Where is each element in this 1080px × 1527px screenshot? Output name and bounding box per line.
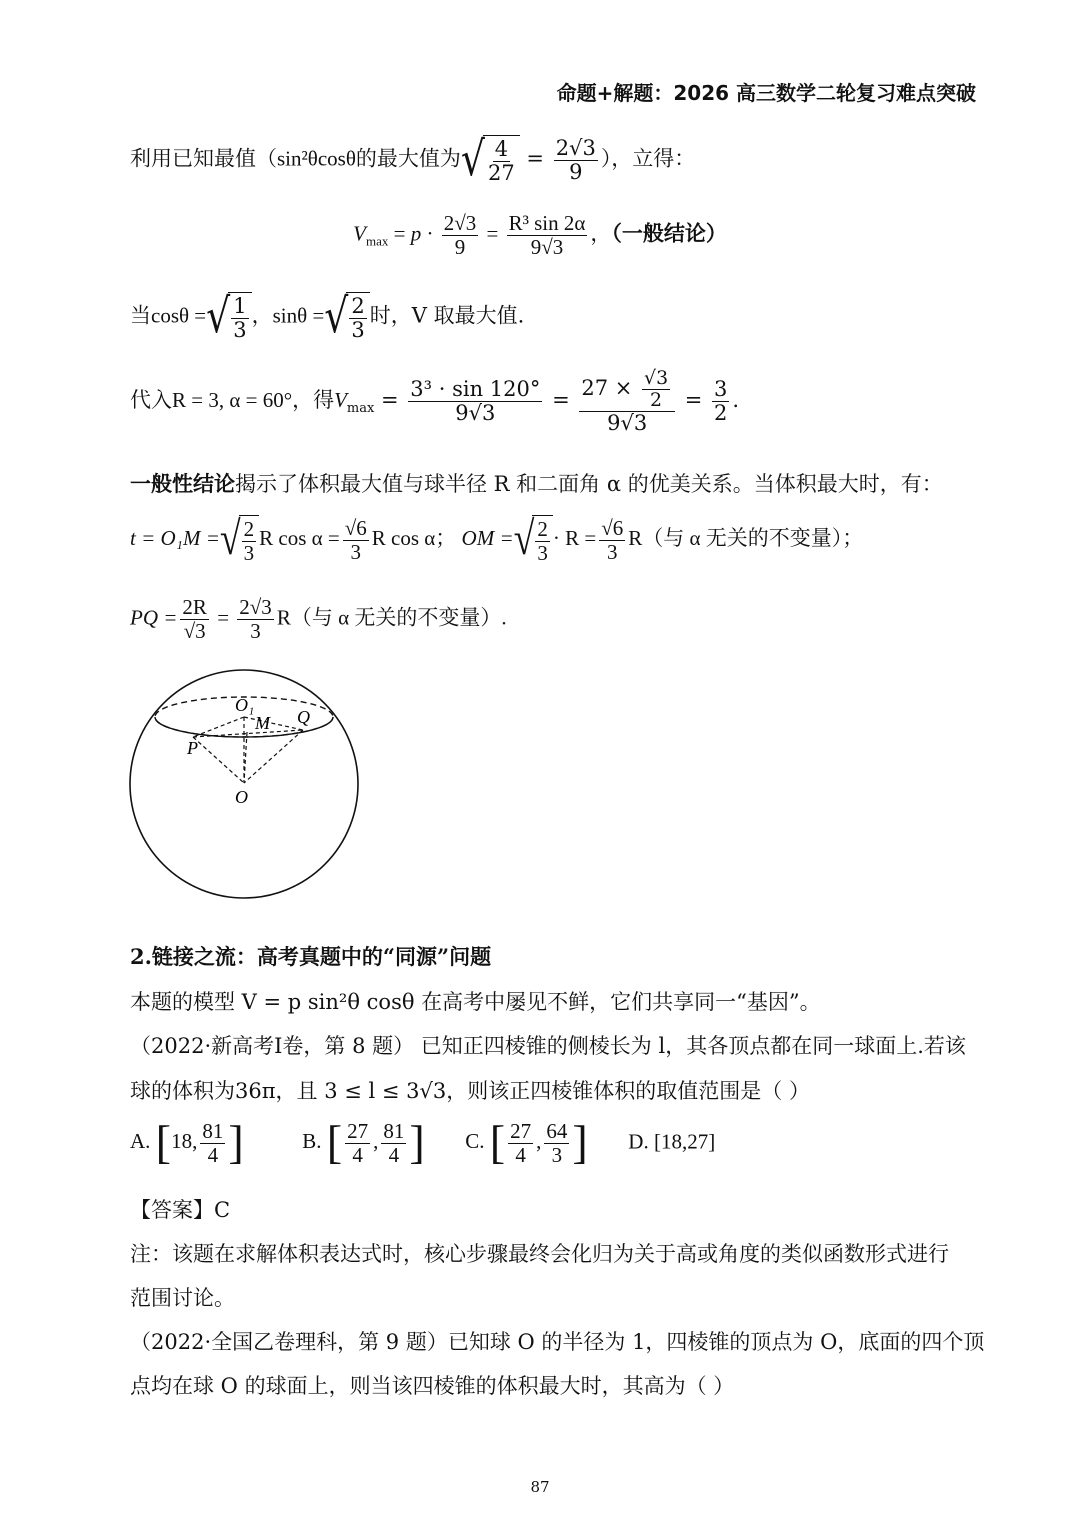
option-c: C. [ $\frac{27}{4}$ , $\frac{64}{3}$ ] (465, 1117, 588, 1169)
answer: 【答案】C (130, 1198, 231, 1222)
label-q: Q (297, 707, 310, 727)
label-p: P (187, 738, 198, 758)
para-substitute: 代入R = 3, α = 60°，得$V_{max}$ = $\frac{\text{3³ · sin 120°}}{9√3}$ = 27 × $\frac{√3}{2}$ 9√3 = $\frac{3}{2}$ . (130, 367, 740, 435)
page-header: 命题+解题：2026 高三数学二轮复习难点突破 (556, 81, 976, 105)
page-number: 87 (530, 1478, 550, 1496)
sphere-figure (125, 665, 365, 905)
label-o1: O₁ (235, 695, 255, 715)
note-line1: 注：该题在求解体积表达式时，核心步骤最终会化归为关于高或角度的类似函数形式进行 (130, 1242, 949, 1266)
general-conclusion-note: （一般结论） (611, 221, 727, 246)
question1-line1: （2022·新高考I卷，第 8 题） 已知正四棱锥的侧棱长为 l，其各顶点都在同一球面上.若该 (130, 1034, 966, 1058)
label-o: O (235, 787, 248, 807)
math-expr: sin²θcosθ (277, 146, 356, 171)
text: ），立得： (600, 146, 696, 171)
label-m: M (255, 713, 270, 733)
fraction: $\frac{2√3}{9}$ (555, 135, 596, 184)
question1-line2: 球的体积为36π，且 3 ≤ l ≤ 3√3，则该正四棱锥体积的取值范围是（ ） (130, 1079, 810, 1103)
text: 的最大值为 (355, 146, 461, 171)
question2-line1: （2022·全国乙卷理科，第 9 题）已知球 O 的半径为 1，四棱锥的顶点为 O，底面的四个顶 (130, 1330, 985, 1354)
option-d: D. [18,27] (628, 1129, 716, 1154)
formula-vmax: $V_{max} = p$ · $\frac{2√3}{9}$ = $\frac{\text{R³ sin 2α}}{9√3}$ ，（一般结论） (353, 211, 727, 260)
section-title: 2.链接之流：高考真题中的“同源”问题 (130, 944, 492, 969)
segment-o1q (244, 717, 303, 730)
para-general-conclusion: 一般性结论揭示了体积最大值与球半径 R 和二面角 α 的优美关系。当体积最大时，有： (130, 471, 943, 496)
para-model: 本题的模型 V = p sin²θ cosθ 在高考中屡见不鲜，它们共享同一“基因”。 (130, 990, 821, 1014)
para-invariants: t = O₁M = √ $\frac{2}{3}$ R cos α = $\frac{√6}{3}$ R cos α； OM = √ $\frac{2}{3}$ · R = $\frac{√6}{3}$ R（与 α 无关的不变量）； (130, 512, 864, 566)
note-line2: 范围讨论。 (130, 1286, 235, 1310)
para-when-max: 当cosθ = √ $\frac{1}{3}$ ，sinθ = √ $\frac{2}{3}$ 时，V 取最大值. (130, 288, 525, 344)
para-pq: PQ = $\frac{2R}{√3}$ = $\frac{2√3}{3}$ R（与 α 无关的不变量）. (130, 595, 507, 644)
para-known-max: 利用已知最值（sin²θcosθ的最大值为 √ $\frac{4}{27}$ = $\frac{2√3}{9}$ ），立得： (130, 131, 696, 187)
options-row (130, 1117, 716, 1169)
segment-qo (244, 730, 303, 783)
text: 利用已知最值（ (130, 146, 277, 171)
sqrt: √ $\frac{4}{27}$ (461, 135, 520, 185)
question2-line2: 点均在球 O 的球面上，则当该四棱锥的体积最大时，其高为（ ） (130, 1374, 735, 1398)
option-b: B. [ $\frac{27}{4}$ , $\frac{81}{4}$ ] (302, 1117, 425, 1169)
option-a: A. [18, $\frac{81}{4}$ ] (130, 1117, 244, 1169)
segment-po (193, 737, 244, 783)
